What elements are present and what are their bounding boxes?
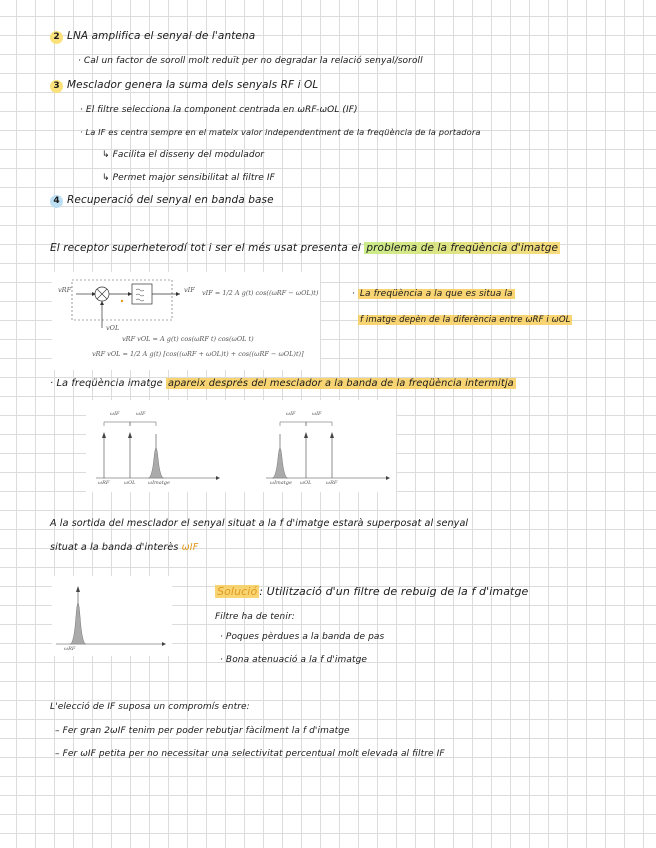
arrow-point-2: ↳ Permet major sensibilitat al filtre IF <box>102 173 275 183</box>
number-4: 4 <box>50 195 63 208</box>
output-line-2 <box>50 542 198 554</box>
label-vif: vIF <box>184 286 195 294</box>
tradeoff-bullet-1: – Fer gran 2ωIF tenim per poder rebutjar fàcilment la f d'imatge <box>55 726 350 736</box>
filter-point: · El filtre selecciona la component centrada en ωRF-ωOL (IF) <box>80 105 358 115</box>
equation-vif: vIF = 1/2 A g(t) cos((ωRF − ωOL)t) <box>202 289 319 297</box>
recovery-text: Recuperació del senyal en banda base <box>67 194 274 206</box>
lna-subpoint-text: Cal un factor de soroll molt reduït per no degradar la relació senyal/soroll <box>83 56 423 66</box>
image-note-line-1: · La freqüència a la que es situa la <box>352 289 513 299</box>
filter-response-graph <box>52 576 172 656</box>
solution-bullet-1-text: Poques pèrdues a la banda de pas <box>225 632 385 642</box>
label-vol: vOL <box>106 324 120 332</box>
arrow-2-text: Permet major sensibilitat al filtre IF <box>112 173 275 183</box>
arrow-1-text: Facilita el disseny del modulador <box>112 150 265 160</box>
axis-label-rf-left: ωRF <box>98 480 110 486</box>
spectrum-diagrams <box>86 400 396 492</box>
image-freq-line: · La freqüència imatge apareix després del mesclador a la banda de la freqüència intermitja <box>50 378 514 389</box>
lna-subpoint: · Cal un factor de soroll molt reduït per no degradar la relació senyal/soroll <box>78 56 423 66</box>
arrow-point-1: ↳ Facilita el disseny del modulador <box>102 150 265 160</box>
solution-bullet-2: · Bona atenuació a la f d'imatge <box>220 655 368 665</box>
item-3 <box>50 79 318 93</box>
mixer-text: Mesclador genera la suma dels senyals RF i OL <box>67 79 319 91</box>
tradeoff-intro-text: L'elecció de IF suposa un compromís entre: <box>50 702 250 712</box>
omega-if-symbol: ωIF <box>181 542 199 553</box>
solution-axis-label: ωRF <box>64 646 76 652</box>
solution-title-rest: : Utilització d'un filtre de rebuig de la f d'imatge <box>259 585 529 598</box>
spectrum-top-label-2: ωIF <box>136 411 146 417</box>
spectrum-top-label-1: ωIF <box>110 411 120 417</box>
image-note-text-1: La freqüència a la que es situa la <box>359 289 513 299</box>
equation-product: vRF vOL = A g(t) cos(ωRF t) cos(ωOL t) <box>122 335 254 343</box>
axis-label-image-left: ωImatge <box>148 480 170 486</box>
number-2: 2 <box>50 31 63 44</box>
item-4 <box>50 194 274 208</box>
axis-label-image-right: ωImatge <box>270 480 292 486</box>
spectrum-top-label-3: ωIF <box>286 411 296 417</box>
axis-label-ol-left: ωOL <box>124 480 136 486</box>
image-problem-highlight: problema de la freqüència d'imatge <box>366 242 559 254</box>
filter-text: El filtre selecciona la component centrada en ωRF-ωOL (IF) <box>85 105 358 115</box>
tradeoff-bullet-2-text: Fer ωIF petita per no necessitar una selectivitat percentual molt elevada al filtre IF <box>62 749 445 759</box>
equation-sum: vRF vOL = 1/2 A g(t) [cos((ωRF + ωOL)t) + cos((ωRF − ωOL)t)] <box>92 350 304 358</box>
tradeoff-bullet-2: – Fer ωIF petita per no necessitar una selectivitat percentual molt elevada al filtre IF <box>55 749 445 759</box>
image-freq-text: La freqüència imatge <box>56 378 166 389</box>
axis-label-ol-right: ωOL <box>300 480 312 486</box>
solution-graph <box>52 576 172 656</box>
superhet-text: El receptor superheterodí tot i ser el més usat presenta el <box>50 242 365 254</box>
solution-must <box>215 611 295 623</box>
output-line-1 <box>50 518 468 530</box>
item-2 <box>50 30 255 44</box>
spectrum-top-label-4: ωIF <box>312 411 322 417</box>
image-note-text-2: f imatge depèn de la diferència entre ωRF i ωOL <box>360 315 571 325</box>
output-text-2: situat a la banda d'interès <box>50 542 182 553</box>
image-note-line-2 <box>358 314 572 326</box>
solution-bullet-1: · Poques pèrdues a la banda de pas <box>220 632 385 642</box>
if-text: La IF es centra sempre en el mateix valor independentment de la freqüència de la portadora <box>85 127 481 137</box>
lna-text: LNA amplifica el senyal de l'antena <box>67 30 256 42</box>
solution-bullet-2-text: Bona atenuació a la f d'imatge <box>225 655 368 665</box>
output-text-1: A la sortida del mesclador el senyal situat a la f d'imatge estarà superposat al senyal <box>50 518 469 529</box>
superhet-line <box>50 242 560 254</box>
solution-title <box>215 586 528 598</box>
solution-must-text: Filtre ha de tenir: <box>215 612 295 622</box>
number-3: 3 <box>50 80 63 93</box>
spectrum-panel <box>86 400 396 492</box>
if-point: · La IF es centra sempre en el mateix valor independentment de la freqüència de la portadora <box>80 127 481 137</box>
solution-label: Solució <box>217 585 258 598</box>
image-freq-highlight: apareix després del mesclador a la banda de la freqüència intermitja <box>167 378 514 389</box>
block-diagram <box>52 272 320 370</box>
tradeoff-intro <box>50 701 250 713</box>
axis-label-rf-right: ωRF <box>326 480 338 486</box>
tradeoff-bullet-1-text: Fer gran 2ωIF tenim per poder rebutjar fàcilment la f d'imatge <box>62 726 350 736</box>
label-vrf: vRF <box>58 286 72 294</box>
